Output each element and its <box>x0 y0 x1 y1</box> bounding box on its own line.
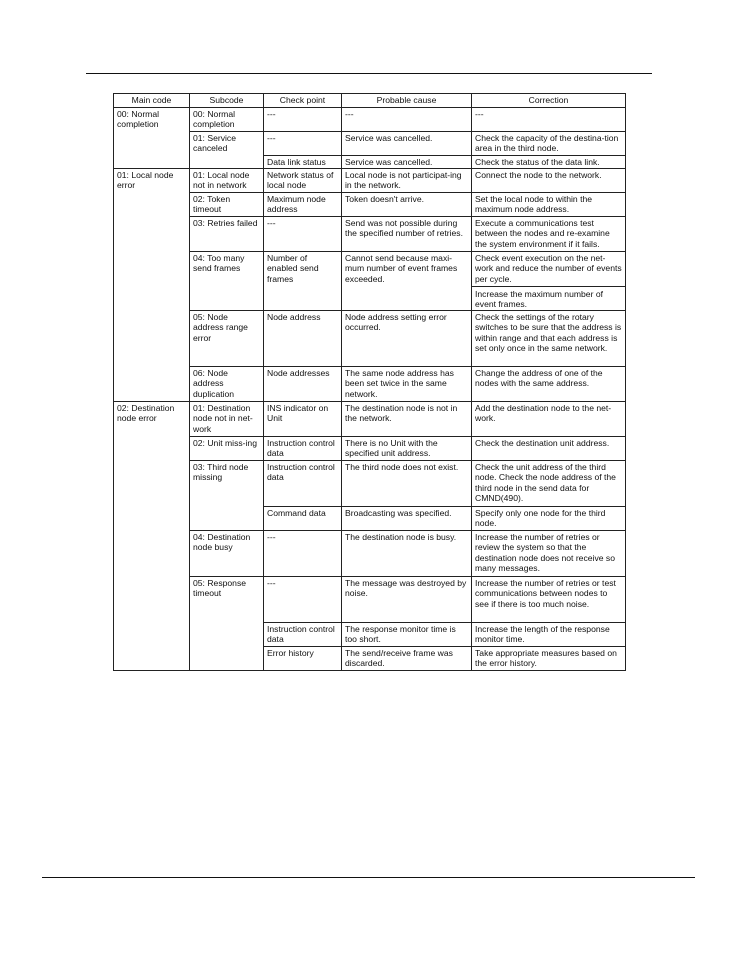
table-row <box>114 252 626 311</box>
table-row <box>114 437 626 461</box>
probable-cause-cell: Node address setting error occurred. <box>342 311 472 367</box>
check-point-cell: INS indicator on Unit <box>264 402 342 437</box>
check-point-cell: Network status of local node <box>264 169 342 193</box>
correction-cell: Change the address of one of the nodes with the same address. <box>472 367 626 402</box>
probable-cause-cell: The same node address has been set twice in the same network. <box>342 367 472 402</box>
correction-cell: Check the capacity of the destina-tion area in the third node. <box>472 132 626 156</box>
correction-cell: --- <box>472 108 626 132</box>
probable-cause-cell: Local node is not participat-ing in the network. <box>342 169 472 193</box>
probable-cause-cell: The destination node is not in the network. <box>342 402 472 437</box>
subcode-cell: 05: Node address range error <box>190 311 264 367</box>
table-row <box>114 531 626 577</box>
table-row <box>114 577 626 623</box>
subcode-cell: 01: Local node not in network <box>190 169 264 193</box>
check-point-cell: --- <box>264 108 342 132</box>
check-point-cell: Node address <box>264 311 342 367</box>
subcode-cell: 04: Too many send frames <box>190 252 264 311</box>
table-row <box>114 402 626 437</box>
header-correction: Correction <box>472 94 626 108</box>
table-row <box>114 108 626 132</box>
probable-cause-cell: The message was destroyed by noise. <box>342 577 472 623</box>
header-probable-cause: Probable cause <box>342 94 472 108</box>
correction-cell: Specify only one node for the third node. <box>472 507 626 531</box>
probable-cause-cell: Service was cancelled. <box>342 132 472 156</box>
correction-cell: Check the settings of the rotary switches to be sure that the address is within range and that each address is set only once in the same network. <box>472 311 626 367</box>
subcode-cell: 05: Response timeout <box>190 577 264 671</box>
check-point-cell: Instruction control data <box>264 461 342 507</box>
header-check-point: Check point <box>264 94 342 108</box>
check-point-cell: Maximum node address <box>264 193 342 217</box>
main-code-cell: 01: Local node error <box>114 169 190 402</box>
table-row <box>114 193 626 217</box>
subcode-cell: 01: Service canceled <box>190 132 264 169</box>
correction-cell: Increase the number of retries or test communications between nodes to see if there is too much noise. <box>472 577 626 623</box>
header-main-code: Main code <box>114 94 190 108</box>
probable-cause-cell: Cannot send because maxi-mum number of event frames exceeded. <box>342 252 472 311</box>
check-point-cell: Instruction control data <box>264 623 342 647</box>
correction-cell <box>472 252 626 311</box>
check-point-cell: Node addresses <box>264 367 342 402</box>
subcode-cell: 06: Node address duplication <box>190 367 264 402</box>
probable-cause-cell: The response monitor time is too short. <box>342 623 472 647</box>
correction-text: Check event execution on the net-work and reduce the number of events per cycle. <box>475 253 622 284</box>
correction-cell: Set the local node to within the maximum node address. <box>472 193 626 217</box>
header-subcode: Subcode <box>190 94 264 108</box>
subcode-cell: 02: Unit miss-ing <box>190 437 264 461</box>
check-point-cell: --- <box>264 132 342 156</box>
correction-cell: Check the destination unit address. <box>472 437 626 461</box>
probable-cause-cell: Token doesn't arrive. <box>342 193 472 217</box>
main-code-cell: 00: Normal completion <box>114 108 190 169</box>
probable-cause-cell: The third node does not exist. <box>342 461 472 507</box>
top-rule <box>86 73 652 74</box>
correction-cell: Connect the node to the network. <box>472 169 626 193</box>
check-point-cell: Data link status <box>264 156 342 169</box>
check-point-cell: Number of enabled send frames <box>264 252 342 311</box>
probable-cause-cell: Service was cancelled. <box>342 156 472 169</box>
main-code-cell: 02: Destination node error <box>114 402 190 671</box>
table-row <box>114 311 626 367</box>
probable-cause-cell: Send was not possible during the specified number of retries. <box>342 217 472 252</box>
probable-cause-cell: --- <box>342 108 472 132</box>
correction-cell: Add the destination node to the net-work. <box>472 402 626 437</box>
table-row <box>114 217 626 252</box>
check-point-cell: --- <box>264 577 342 623</box>
correction-text-extra: Increase the maximum number of event frames. <box>472 286 625 309</box>
error-code-table <box>113 93 626 671</box>
correction-cell: Execute a communications test between the nodes and re-examine the system environment if it fails. <box>472 217 626 252</box>
table-row <box>114 169 626 193</box>
check-point-cell: Command data <box>264 507 342 531</box>
subcode-cell: 04: Destination node busy <box>190 531 264 577</box>
probable-cause-cell: There is no Unit with the specified unit address. <box>342 437 472 461</box>
check-point-cell: --- <box>264 531 342 577</box>
subcode-cell: 01: Destination node not in net-work <box>190 402 264 437</box>
table-row <box>114 132 626 156</box>
table-row <box>114 367 626 402</box>
correction-cell: Check the status of the data link. <box>472 156 626 169</box>
bottom-rule <box>42 877 695 878</box>
probable-cause-cell: Broadcasting was specified. <box>342 507 472 531</box>
probable-cause-cell: The destination node is busy. <box>342 531 472 577</box>
check-point-cell: Instruction control data <box>264 437 342 461</box>
subcode-cell: 00: Normal completion <box>190 108 264 132</box>
subcode-cell: 03: Third node missing <box>190 461 264 531</box>
subcode-cell: 02: Token timeout <box>190 193 264 217</box>
correction-cell: Take appropriate measures based on the error history. <box>472 647 626 671</box>
check-point-cell: --- <box>264 217 342 252</box>
correction-cell: Increase the number of retries or review the system so that the destination node does not receive so many messages. <box>472 531 626 577</box>
check-point-cell: Error history <box>264 647 342 671</box>
correction-cell: Increase the length of the response monitor time. <box>472 623 626 647</box>
subcode-cell: 03: Retries failed <box>190 217 264 252</box>
probable-cause-cell: The send/receive frame was discarded. <box>342 647 472 671</box>
correction-cell: Check the unit address of the third node. Check the node address of the third node in the send data for CMND(490). <box>472 461 626 507</box>
table-row <box>114 461 626 507</box>
table-header-row <box>114 94 626 108</box>
